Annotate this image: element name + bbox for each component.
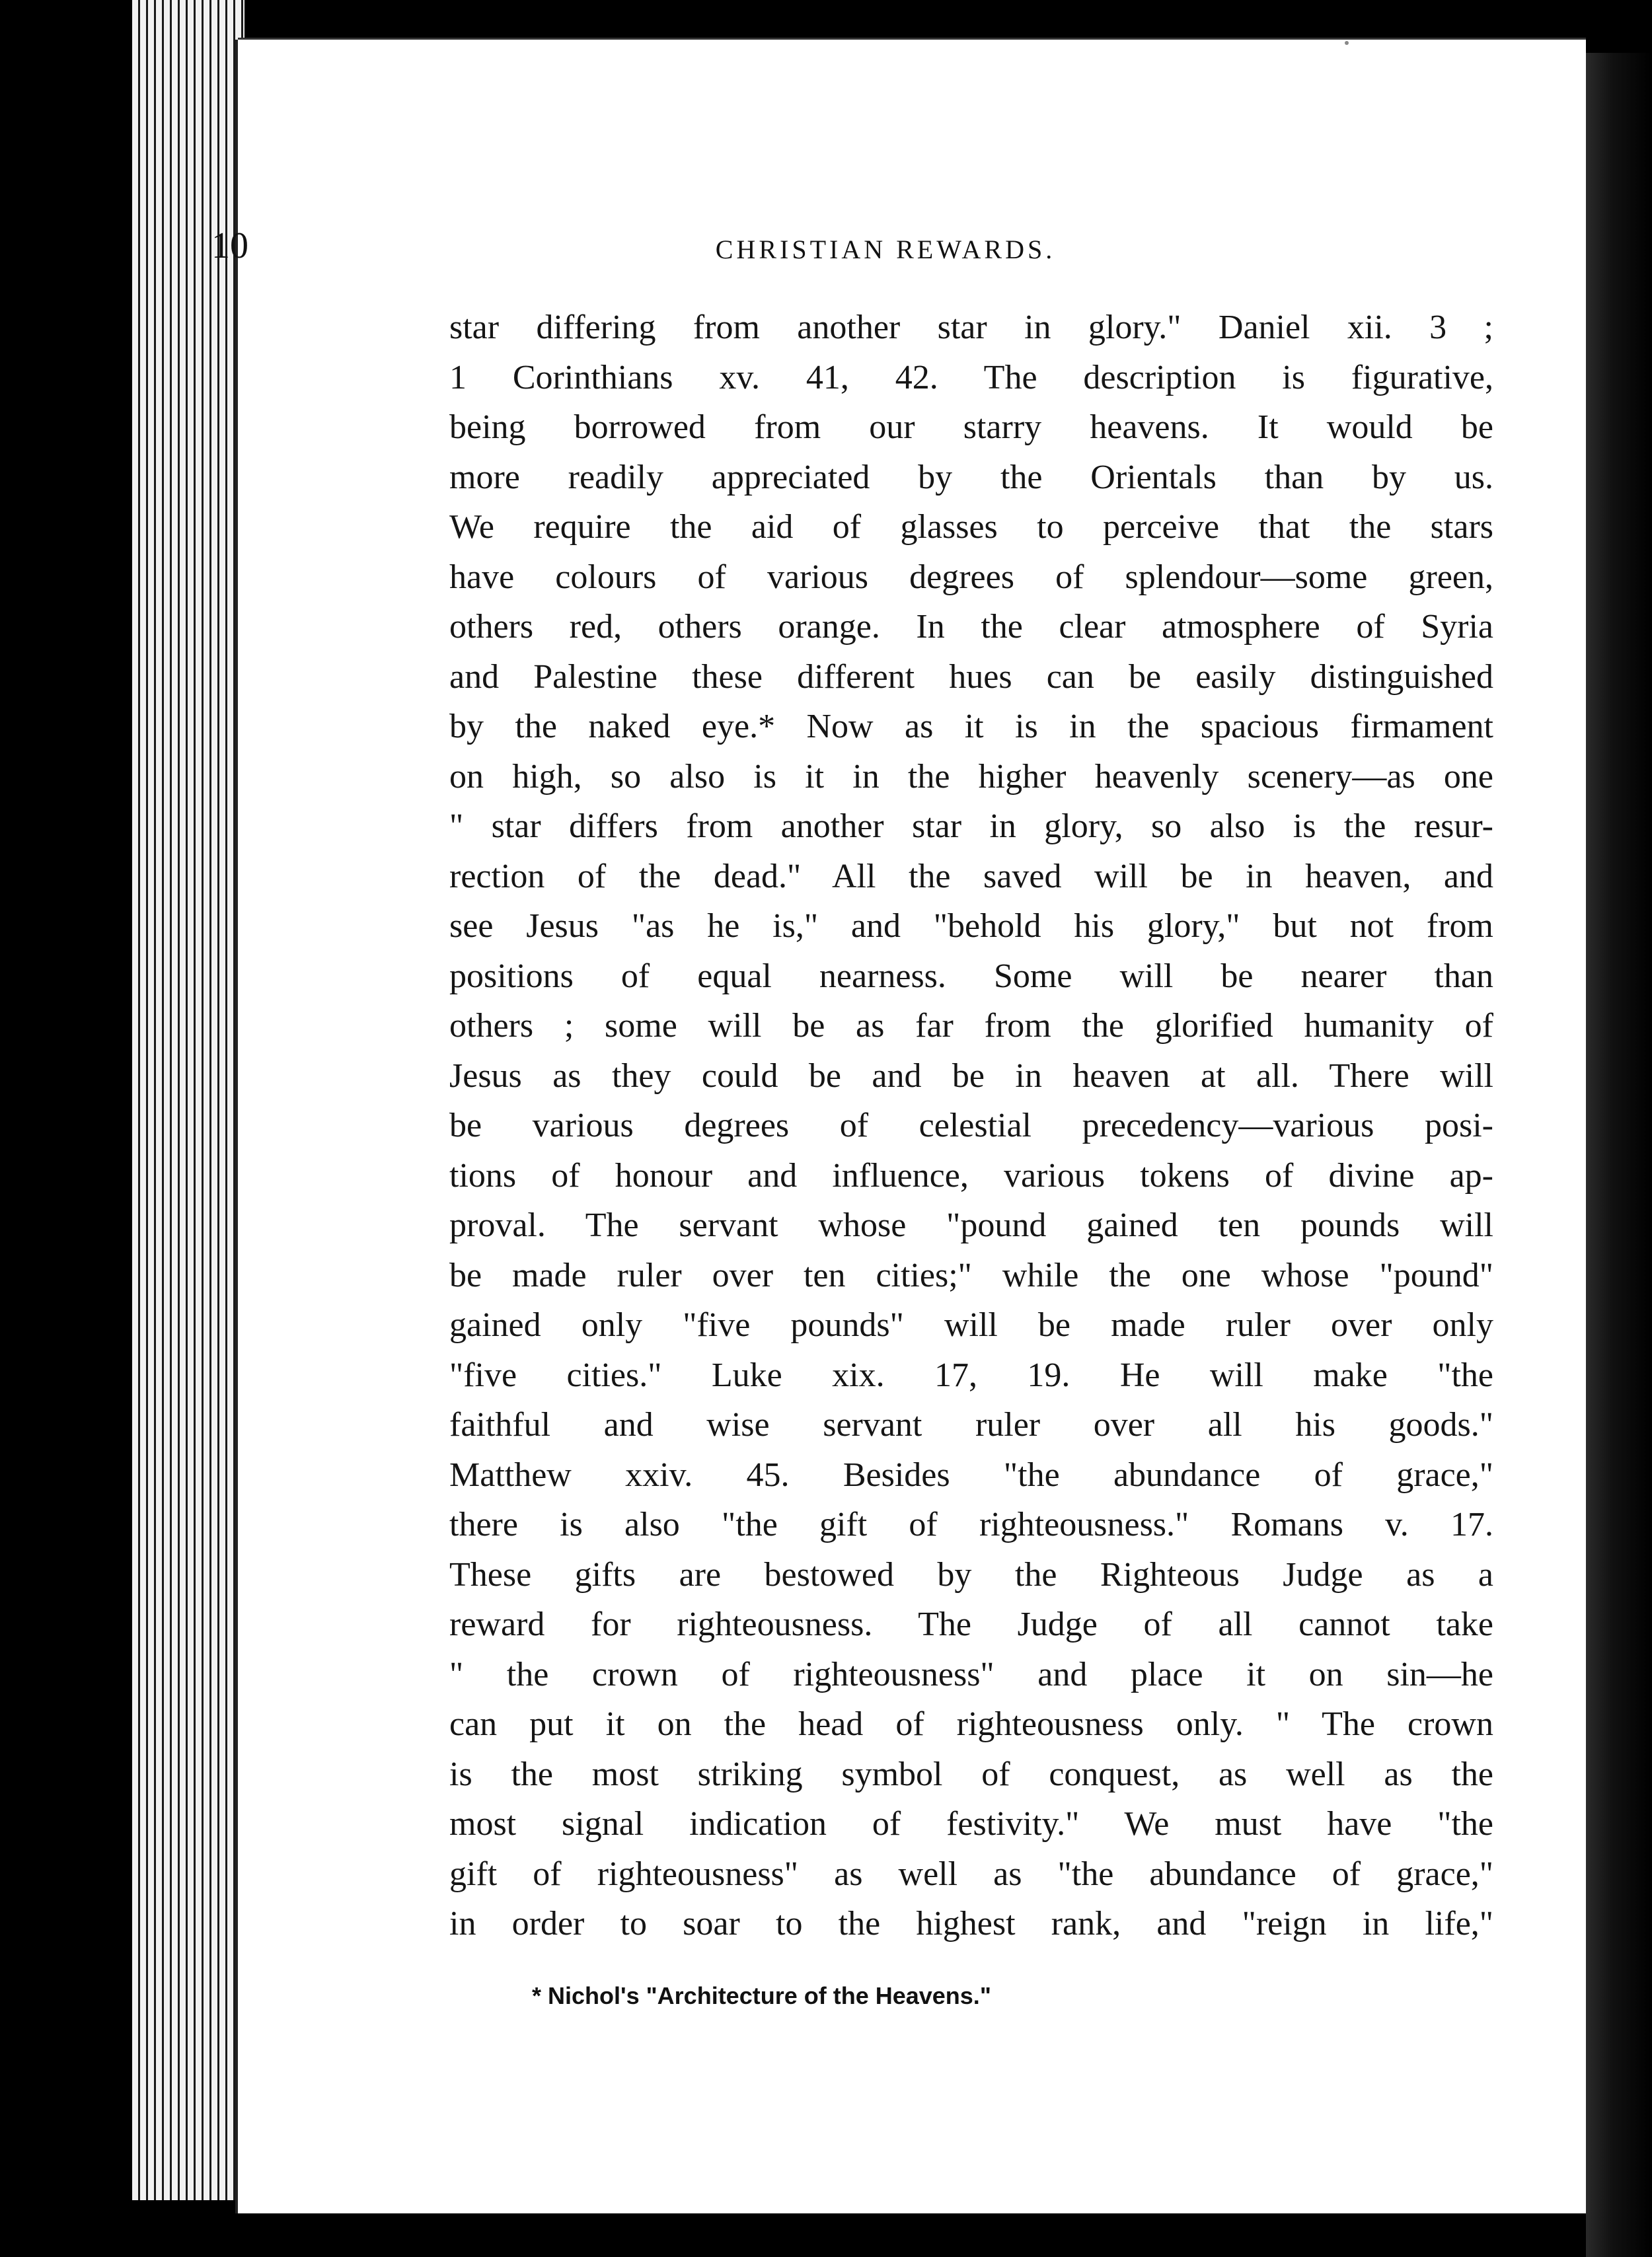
page-edges — [132, 0, 244, 2257]
book-cover-edge — [1586, 53, 1652, 2257]
text-line: and Palestine these different hues can be easily distinguished — [449, 657, 1493, 696]
text-line: 1 Corinthians xv. 41, 42. The description is figurative, — [449, 358, 1493, 396]
text-line: gained only "five pounds" will be made ruler over only — [449, 1306, 1493, 1344]
page-number: 10 — [211, 225, 248, 266]
text-line: "five cities." Luke xix. 17, 19. He will make "the — [449, 1356, 1493, 1394]
text-line: can put it on the head of righteousness only. " The crown — [449, 1705, 1493, 1743]
text-line: positions of equal nearness. Some will be nearer than — [449, 957, 1493, 995]
text-line: tions of honour and influence, various tokens of divine ap- — [449, 1156, 1493, 1195]
text-line: " star differs from another star in glory, so also is the resur- — [449, 807, 1493, 845]
text-line: others red, others orange. In the clear atmosphere of Syria — [449, 608, 1493, 646]
text-line: be various degrees of celestial precedency—various posi- — [449, 1107, 1493, 1144]
running-head — [211, 225, 1493, 278]
text-line: on high, so also is it in the higher heavenly scenery—as one — [449, 757, 1493, 796]
text-line: faithful and wise servant ruler over all his goods." — [449, 1406, 1493, 1444]
text-line: Jesus as they could be and be in heaven at all. There will — [449, 1056, 1493, 1095]
text-line: be made ruler over ten cities;" while the one whose "pound" — [449, 1256, 1493, 1294]
text-line: see Jesus "as he is," and "behold his glory," but not from — [449, 907, 1493, 945]
text-line: star differing from another star in glory." Daniel xii. 3 ; — [449, 309, 1493, 346]
text-line: " the crown of righteousness" and place it on sin—he — [449, 1655, 1493, 1693]
text-line: rection of the dead." All the saved will be in heaven, and — [449, 857, 1493, 895]
text-line: Matthew xxiv. 45. Besides "the abundance of grace," — [449, 1456, 1493, 1494]
text-line: is the most striking symbol of conquest, as well as the — [449, 1755, 1493, 1793]
text-line: These gifts are bestowed by the Righteous Judge as a — [449, 1555, 1493, 1594]
text-line: being borrowed from our starry heavens. It would be — [449, 408, 1493, 446]
footnote: * Nichol's "Architecture of the Heavens." — [532, 1982, 991, 2009]
text-line: have colours of various degrees of splendour—some green, — [449, 558, 1493, 596]
text-line: reward for righteousness. The Judge of all cannot take — [449, 1606, 1493, 1643]
body-text — [449, 303, 1493, 1949]
text-line: in order to soar to the highest rank, and "reign in life," — [449, 1905, 1493, 1942]
running-title: CHRISTIAN REWARDS. — [715, 235, 1056, 264]
text-line: by the naked eye.* Now as it is in the spacious firmament — [449, 708, 1493, 745]
text-line: most signal indication of festivity." We must have "the — [449, 1805, 1493, 1843]
text-line: We require the aid of glasses to perceive that the stars — [449, 508, 1493, 546]
text-line: others ; some will be as far from the glorified humanity of — [449, 1007, 1493, 1045]
text-line: more readily appreciated by the Orientals than by us. — [449, 458, 1493, 496]
text-line: proval. The servant whose "pound gained ten pounds will — [449, 1206, 1493, 1244]
text-line: there is also "the gift of righteousness." Romans v. 17. — [449, 1506, 1493, 1543]
text-line: gift of righteousness" as well as "the abundance of grace," — [449, 1855, 1493, 1893]
scan-speck — [1345, 41, 1349, 45]
